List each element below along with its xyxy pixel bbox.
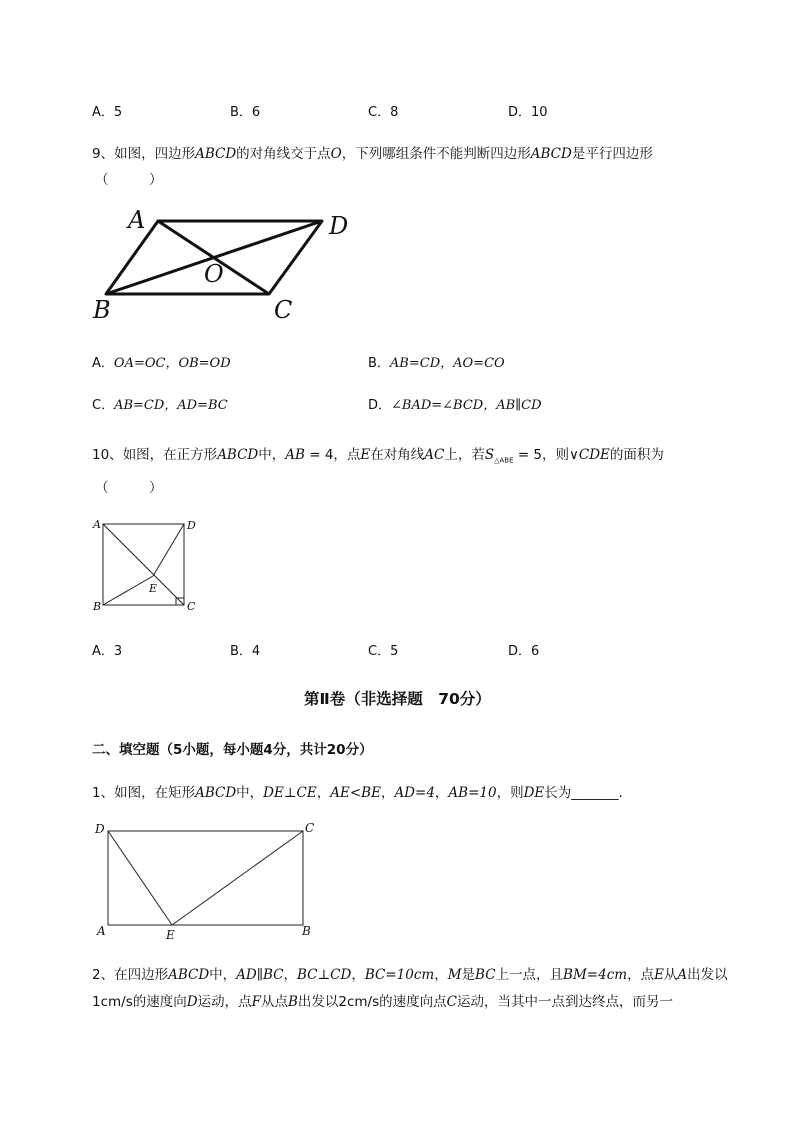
q10-label-d: D (187, 519, 196, 532)
q9-label-o: O (204, 260, 224, 288)
q8-option-c: C．8 (368, 105, 399, 120)
f1-label-d: D (95, 822, 105, 836)
q8-option-b: B．6 (230, 105, 261, 120)
q10-label-a: A (93, 518, 101, 531)
f1-label-c: C (305, 821, 315, 835)
f1-label-a: A (97, 924, 106, 938)
q10-label-c: C (187, 600, 196, 613)
q9-option-b: B．AB=CD，AO=CO (368, 356, 505, 371)
f1-label-e: E (166, 928, 175, 942)
q9-label-d: D (329, 212, 349, 240)
q10-option-b: B．4 (230, 644, 261, 659)
f1-number: 1、 (92, 785, 115, 801)
q9-label-c: C (274, 296, 293, 324)
q9-option-d: D．∠BAD=∠BCD，AB∥CD (368, 398, 542, 413)
q10-label-b: B (93, 600, 102, 613)
q10-label-e: E (149, 582, 158, 595)
f2-line2: 1cm/s的速度向D运动，点F从点B出发以2cm/s的速度向点C运动，当其中一点到达终点，而另一 (92, 994, 673, 1010)
q8-option-a: A．5 (92, 105, 123, 120)
q9-option-c: C．AB=CD，AD=BC (92, 398, 228, 413)
q9-answer-paren: （ ） (95, 172, 163, 188)
q10-option-c: C．5 (368, 644, 399, 659)
q10-option-a: A．3 (92, 644, 123, 659)
f2-line1: 2、在四边形ABCD中，AD∥BC，BC⊥CD，BC=10cm，M是BC上一点，且BM=4cm，点E从A出发以 (92, 967, 728, 983)
q9-option-a: A．OA=OC，OB=OD (92, 356, 231, 371)
q8-option-d: D．10 (508, 105, 548, 120)
f1-label-b: B (302, 924, 311, 938)
part2-title: 第Ⅱ卷（非选择题 70分） (304, 690, 491, 708)
fill-in-section-header: 二、填空题（5小题，每小题4分，共计20分） (92, 742, 373, 758)
q10-answer-paren: （ ） (95, 480, 163, 496)
q9-label-b: B (93, 296, 111, 324)
q10-option-d: D．6 (508, 644, 540, 659)
f1-stem: 1、如图，在矩形ABCD中，DE⊥CE，AE<BE，AD=4，AB=10，则DE长为_______. (92, 785, 623, 801)
segment-de (108, 831, 172, 925)
q9-number: 9、 (92, 146, 115, 162)
q9-label-a: A (128, 206, 146, 234)
q9-stem: 9、如图，四边形ABCD的对角线交于点O，下列哪组条件不能判断四边形ABCD是平行四边形 (92, 146, 653, 162)
rectangle-outline (108, 831, 303, 925)
segment-ce (172, 831, 303, 925)
q10-number: 10、 (92, 447, 123, 463)
q10-stem: 10、如图，在正方形ABCD中，AB = 4，点E在对角线AC上，若$S_{\triangle ABE} = 5$，则∨CDE的面积为 (92, 447, 664, 465)
